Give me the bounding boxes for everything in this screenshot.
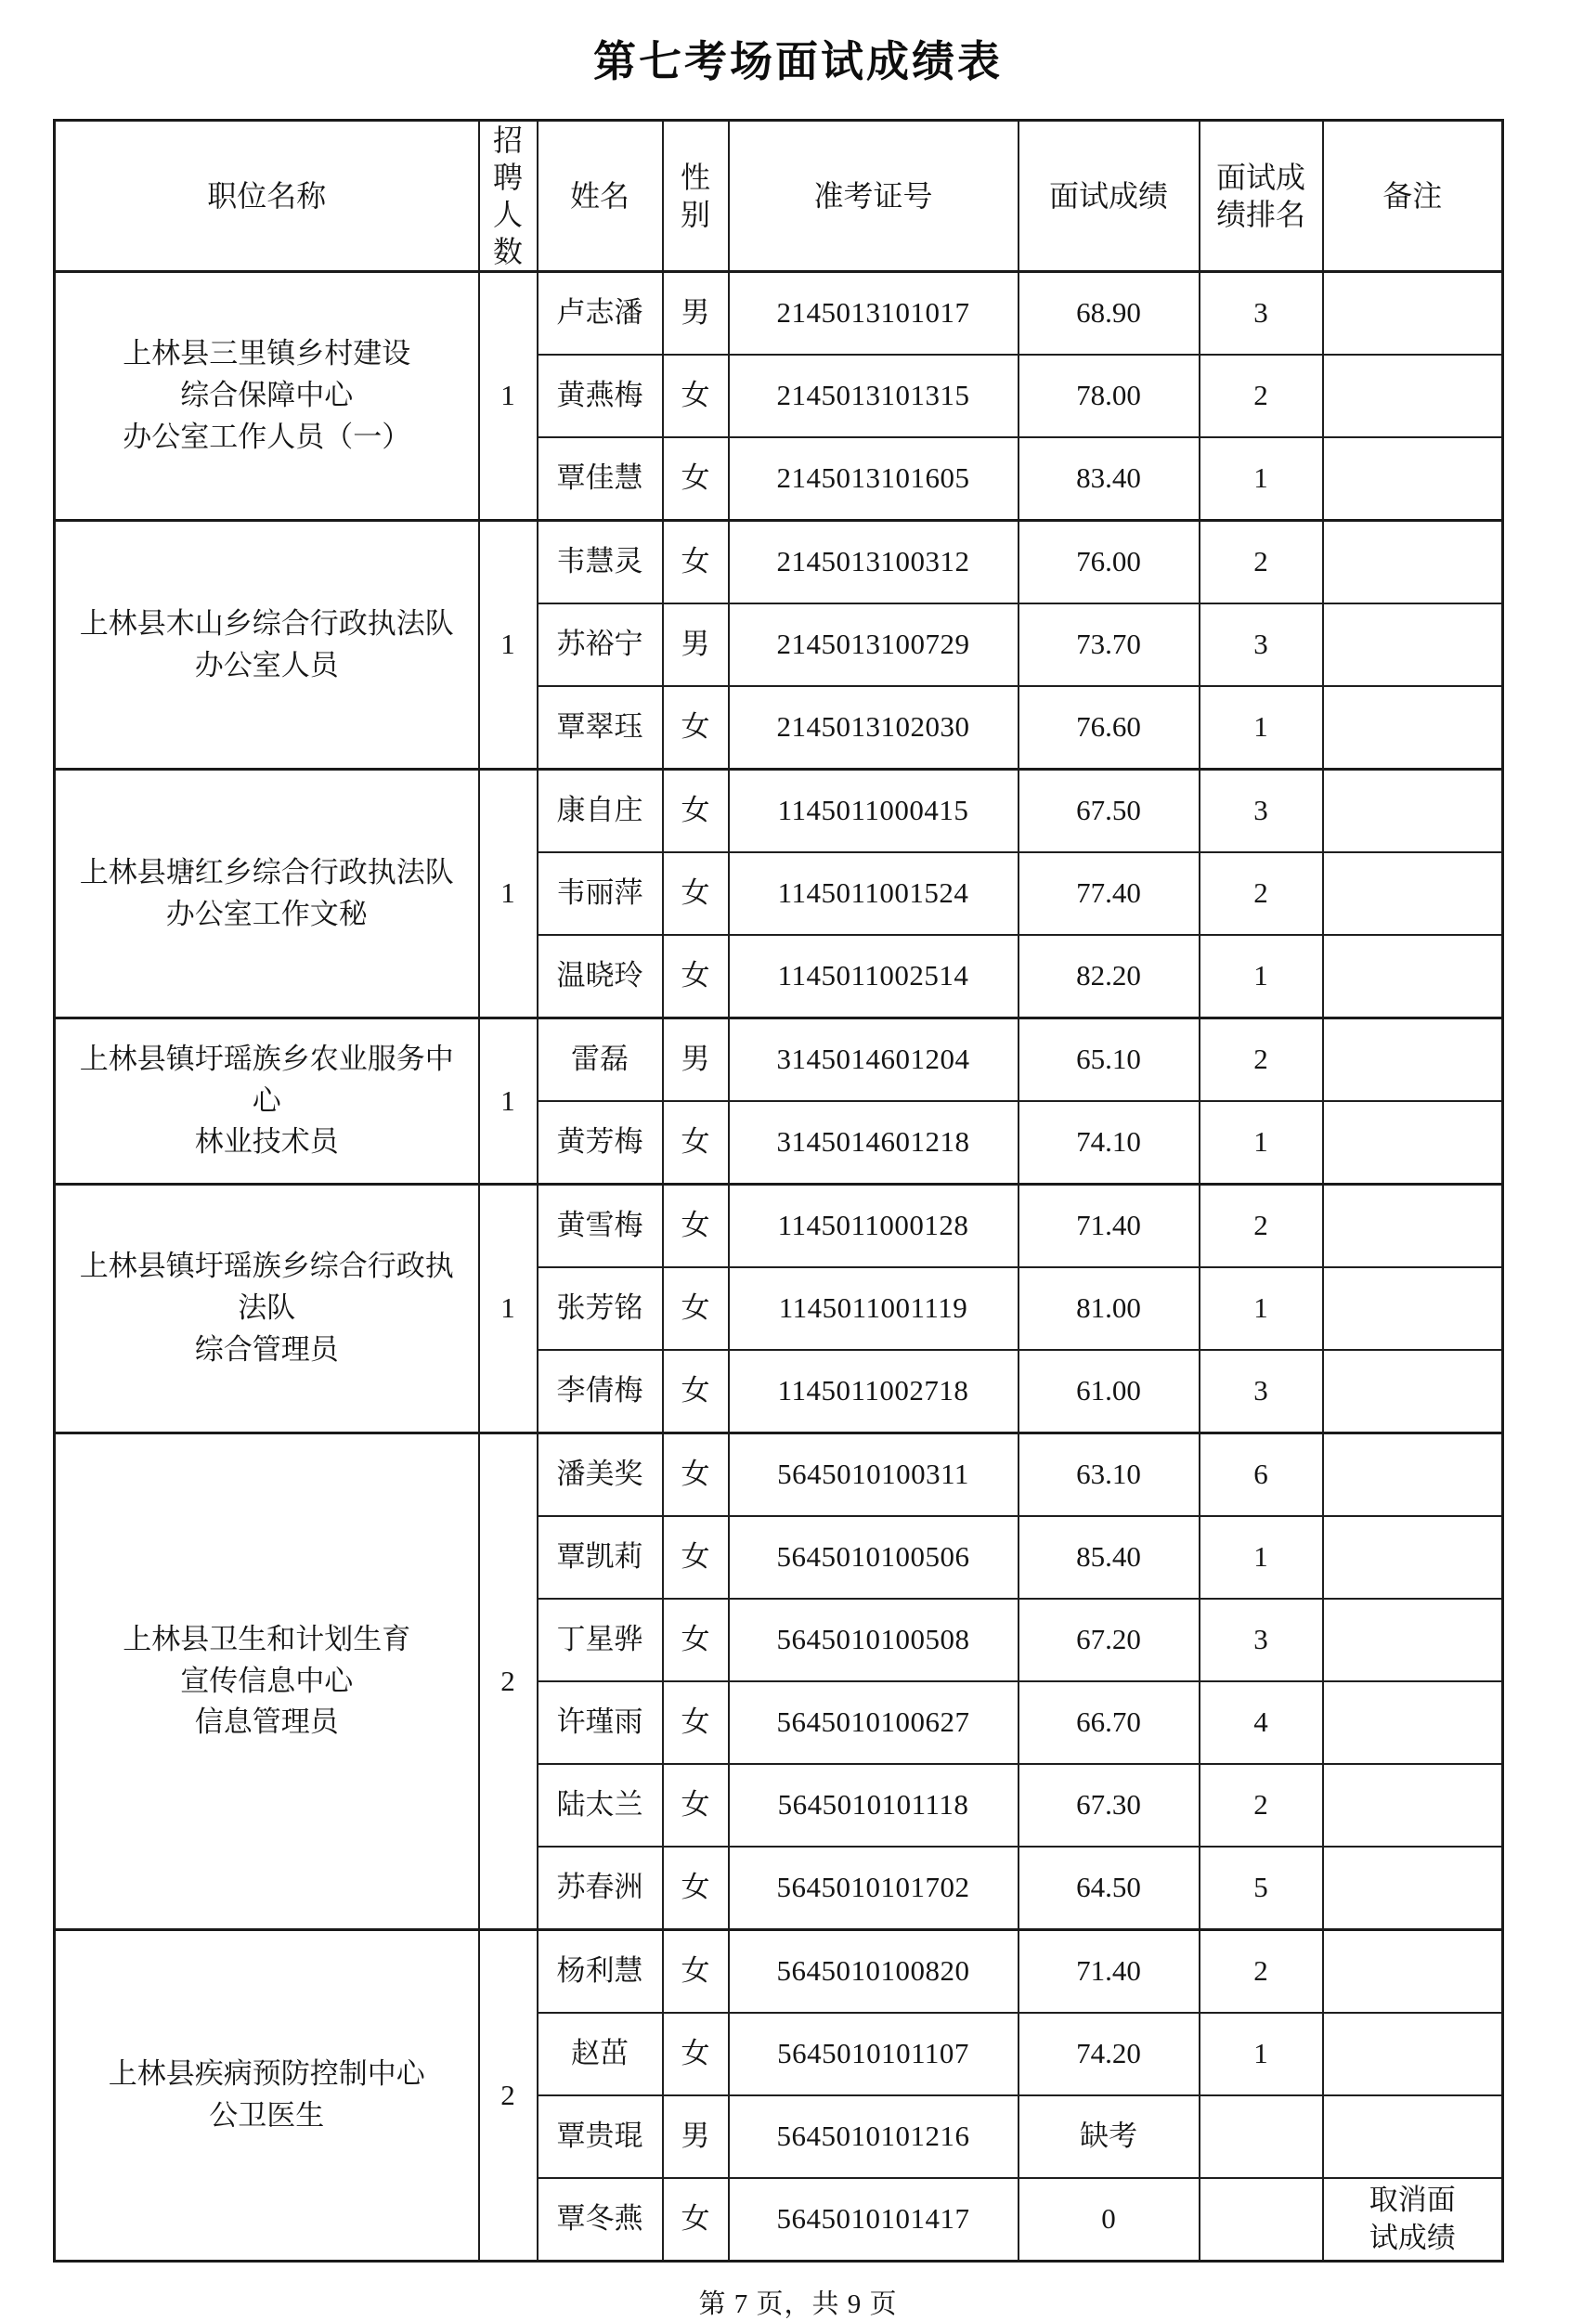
position-line: 宣传信息中心: [180, 1664, 354, 1697]
name-cell: 温晓玲: [538, 935, 663, 1018]
score-cell: 61.00: [1019, 1350, 1200, 1433]
rank-cell: 2: [1200, 1018, 1323, 1102]
name-cell: 张芳铭: [538, 1267, 663, 1350]
exam-number-cell: 3145014601204: [729, 1018, 1019, 1102]
remark-cell: [1323, 1599, 1503, 1681]
remark-cell: [1323, 1267, 1503, 1350]
remark-cell: [1323, 1930, 1503, 2014]
score-cell: 缺考: [1019, 2095, 1200, 2178]
name-cell: 苏春洲: [538, 1847, 663, 1930]
score-cell: 68.90: [1019, 272, 1200, 356]
gender-cell: 女: [663, 770, 729, 853]
name-cell: 赵茁: [538, 2013, 663, 2095]
position-line: 上林县木山乡综合行政执法队: [79, 606, 454, 640]
rank-cell: 4: [1200, 1681, 1323, 1764]
rank-cell: 6: [1200, 1433, 1323, 1517]
remark-cell: [1323, 1018, 1503, 1102]
position-line: 上林县塘红乡综合行政执法队: [79, 855, 454, 888]
gender-cell: 女: [663, 1350, 729, 1433]
score-cell: 78.00: [1019, 355, 1200, 437]
gender-cell: 女: [663, 1516, 729, 1599]
header-exam-number: 准考证号: [729, 121, 1019, 272]
recruit-count-cell: 1: [479, 1018, 538, 1185]
remark-cell: [1323, 603, 1503, 686]
remark-cell: [1323, 1516, 1503, 1599]
recruit-count-cell: 1: [479, 521, 538, 770]
gender-cell: 女: [663, 1681, 729, 1764]
gender-cell: 女: [663, 355, 729, 437]
score-cell: 82.20: [1019, 935, 1200, 1018]
recruit-count-cell: 1: [479, 272, 538, 521]
remark-cell: [1323, 272, 1503, 356]
exam-number-cell: 5645010100627: [729, 1681, 1019, 1764]
name-cell: 覃翠珏: [538, 686, 663, 770]
table-row: [55, 1185, 1503, 1268]
exam-number-cell: 1145011000128: [729, 1185, 1019, 1268]
exam-number-cell: 1145011002514: [729, 935, 1019, 1018]
position-cell: [55, 272, 479, 521]
exam-number-cell: 5645010101216: [729, 2095, 1019, 2178]
rank-cell: 2: [1200, 355, 1323, 437]
score-cell: 67.50: [1019, 770, 1200, 853]
rank-cell: 2: [1200, 852, 1323, 935]
interview-score-table: [53, 119, 1504, 2263]
name-cell: 许瑾雨: [538, 1681, 663, 1764]
table-row: [55, 272, 1503, 356]
name-cell: 覃贵琨: [538, 2095, 663, 2178]
exam-number-cell: 2145013101017: [729, 272, 1019, 356]
name-cell: 黄芳梅: [538, 1101, 663, 1185]
name-cell: 康自庄: [538, 770, 663, 853]
remark-cell: [1323, 1350, 1503, 1433]
remark-cell: [1323, 686, 1503, 770]
position-line: 办公室工作文秘: [165, 897, 368, 930]
position-cell: [55, 521, 479, 770]
gender-cell: 男: [663, 2095, 729, 2178]
name-cell: 苏裕宁: [538, 603, 663, 686]
remark-cell: [1323, 935, 1503, 1018]
rank-cell: 1: [1200, 1516, 1323, 1599]
rank-cell: 1: [1200, 935, 1323, 1018]
rank-cell: [1200, 2178, 1323, 2262]
rank-cell: 1: [1200, 686, 1323, 770]
position-line: 办公室工作人员（一）: [123, 420, 411, 453]
remark-cell: [1323, 1433, 1503, 1517]
rank-cell: 1: [1200, 1267, 1323, 1350]
table-row: [55, 1433, 1503, 1517]
position-cell: [55, 1433, 479, 1930]
gender-cell: 女: [663, 1847, 729, 1930]
position-line: 林业技术员: [194, 1125, 339, 1159]
rank-cell: 3: [1200, 1599, 1323, 1681]
gender-cell: 女: [663, 852, 729, 935]
position-line: 上林县镇圩瑶族乡综合行政执法队: [79, 1250, 454, 1325]
position-line: 上林县卫生和计划生育: [123, 1622, 411, 1655]
score-cell: 74.20: [1019, 2013, 1200, 2095]
remark-cell: [1323, 1681, 1503, 1764]
name-cell: 雷磊: [538, 1018, 663, 1102]
gender-cell: 女: [663, 437, 729, 521]
rank-cell: 3: [1200, 603, 1323, 686]
name-cell: 韦丽萍: [538, 852, 663, 935]
exam-number-cell: 5645010101417: [729, 2178, 1019, 2262]
rank-cell: 1: [1200, 2013, 1323, 2095]
remark-cell: [1323, 1185, 1503, 1268]
name-cell: 潘美奖: [538, 1433, 663, 1517]
recruit-count-cell: 1: [479, 770, 538, 1018]
gender-cell: 男: [663, 272, 729, 356]
exam-number-cell: 1145011001524: [729, 852, 1019, 935]
remark-cell: [1323, 1101, 1503, 1185]
rank-cell: 2: [1200, 521, 1323, 604]
rank-cell: 3: [1200, 770, 1323, 853]
table-row: [55, 521, 1503, 604]
position-line: 信息管理员: [194, 1705, 339, 1739]
exam-number-cell: 2145013102030: [729, 686, 1019, 770]
remark-cell: [1323, 521, 1503, 604]
gender-cell: 女: [663, 686, 729, 770]
position-line: 综合保障中心: [180, 379, 354, 412]
score-cell: 71.40: [1019, 1930, 1200, 2014]
header-recruit-count: 招聘人数: [479, 121, 538, 272]
score-cell: 0: [1019, 2178, 1200, 2262]
name-cell: 黄雪梅: [538, 1185, 663, 1268]
name-cell: 陆太兰: [538, 1764, 663, 1847]
rank-cell: 5: [1200, 1847, 1323, 1930]
position-line: 上林县疾病预防控制中心: [108, 2057, 425, 2091]
position-line: 办公室人员: [194, 648, 339, 681]
rank-cell: 3: [1200, 1350, 1323, 1433]
gender-cell: 女: [663, 2013, 729, 2095]
exam-number-cell: 5645010100820: [729, 1930, 1019, 2014]
exam-number-cell: 5645010101702: [729, 1847, 1019, 1930]
position-line: 上林县镇圩瑶族乡农业服务中心: [79, 1042, 454, 1117]
page-title: 第七考场面试成绩表: [593, 37, 1003, 85]
exam-number-cell: 3145014601218: [729, 1101, 1019, 1185]
header-remark: 备注: [1323, 121, 1503, 272]
score-cell: 67.30: [1019, 1764, 1200, 1847]
rank-cell: 1: [1200, 437, 1323, 521]
position-cell: [55, 1018, 479, 1185]
name-cell: 丁星骅: [538, 1599, 663, 1681]
exam-number-cell: 1145011002718: [729, 1350, 1019, 1433]
table-row: [55, 770, 1503, 853]
exam-number-cell: 5645010101107: [729, 2013, 1019, 2095]
score-cell: 64.50: [1019, 1847, 1200, 1930]
gender-cell: 男: [663, 603, 729, 686]
rank-cell: 1: [1200, 1101, 1323, 1185]
gender-cell: 男: [663, 1018, 729, 1102]
name-cell: 韦慧灵: [538, 521, 663, 604]
exam-number-cell: 5645010100508: [729, 1599, 1019, 1681]
score-cell: 83.40: [1019, 437, 1200, 521]
remark-cell: [1323, 852, 1503, 935]
position-line: 上林县三里镇乡村建设: [123, 337, 411, 370]
remark-cell: [1323, 2013, 1503, 2095]
score-cell: 63.10: [1019, 1433, 1200, 1517]
page-number: 第 7 页，共 9 页: [698, 2289, 898, 2319]
remark-cell: [1323, 355, 1503, 437]
rank-cell: 2: [1200, 1764, 1323, 1847]
name-cell: 黄燕梅: [538, 355, 663, 437]
remark-cell: [1323, 1764, 1503, 1847]
remark-cell: 取消面试成绩: [1323, 2178, 1503, 2262]
recruit-count-cell: 1: [479, 1185, 538, 1433]
gender-cell: 女: [663, 1267, 729, 1350]
header-position: 职位名称: [55, 121, 479, 272]
header-rank: 面试成绩排名: [1200, 121, 1323, 272]
name-cell: 李倩梅: [538, 1350, 663, 1433]
exam-number-cell: 5645010101118: [729, 1764, 1019, 1847]
table-row: [55, 1018, 1503, 1102]
remark-cell: [1323, 770, 1503, 853]
score-cell: 65.10: [1019, 1018, 1200, 1102]
remark-cell: [1323, 1847, 1503, 1930]
position-line: 公卫医生: [209, 2099, 325, 2132]
name-cell: 覃佳慧: [538, 437, 663, 521]
exam-number-cell: 1145011001119: [729, 1267, 1019, 1350]
gender-cell: 女: [663, 2178, 729, 2262]
score-cell: 85.40: [1019, 1516, 1200, 1599]
gender-cell: 女: [663, 1599, 729, 1681]
score-cell: 66.70: [1019, 1681, 1200, 1764]
exam-number-cell: 2145013101315: [729, 355, 1019, 437]
gender-cell: 女: [663, 935, 729, 1018]
gender-cell: 女: [663, 1185, 729, 1268]
table-row: [55, 1930, 1503, 2014]
position-cell: [55, 1930, 479, 2262]
exam-number-cell: 5645010100311: [729, 1433, 1019, 1517]
position-line: 综合管理员: [194, 1332, 339, 1366]
header-score: 面试成绩: [1019, 121, 1200, 272]
rank-cell: 2: [1200, 1185, 1323, 1268]
score-cell: 71.40: [1019, 1185, 1200, 1268]
name-cell: 覃冬燕: [538, 2178, 663, 2262]
gender-cell: 女: [663, 1764, 729, 1847]
rank-cell: [1200, 2095, 1323, 2178]
recruit-count-cell: 2: [479, 1433, 538, 1930]
recruit-count-cell: 2: [479, 1930, 538, 2262]
exam-number-cell: 2145013100729: [729, 603, 1019, 686]
gender-cell: 女: [663, 1433, 729, 1517]
exam-number-cell: 1145011000415: [729, 770, 1019, 853]
score-cell: 76.00: [1019, 521, 1200, 604]
score-cell: 76.60: [1019, 686, 1200, 770]
position-cell: [55, 770, 479, 1018]
name-cell: 卢志潘: [538, 272, 663, 356]
exam-number-cell: 2145013100312: [729, 521, 1019, 604]
exam-number-cell: 2145013101605: [729, 437, 1019, 521]
score-cell: 74.10: [1019, 1101, 1200, 1185]
header-gender: 性别: [663, 121, 729, 272]
gender-cell: 女: [663, 521, 729, 604]
name-cell: 杨利慧: [538, 1930, 663, 2014]
name-cell: 覃凯莉: [538, 1516, 663, 1599]
exam-number-cell: 5645010100506: [729, 1516, 1019, 1599]
header-row: [55, 121, 1503, 272]
score-cell: 77.40: [1019, 852, 1200, 935]
gender-cell: 女: [663, 1101, 729, 1185]
rank-cell: 3: [1200, 272, 1323, 356]
rank-cell: 2: [1200, 1930, 1323, 2014]
remark-cell: [1323, 437, 1503, 521]
score-cell: 67.20: [1019, 1599, 1200, 1681]
remark-cell: [1323, 2095, 1503, 2178]
score-cell: 73.70: [1019, 603, 1200, 686]
gender-cell: 女: [663, 1930, 729, 2014]
position-cell: [55, 1185, 479, 1433]
score-cell: 81.00: [1019, 1267, 1200, 1350]
header-name: 姓名: [538, 121, 663, 272]
